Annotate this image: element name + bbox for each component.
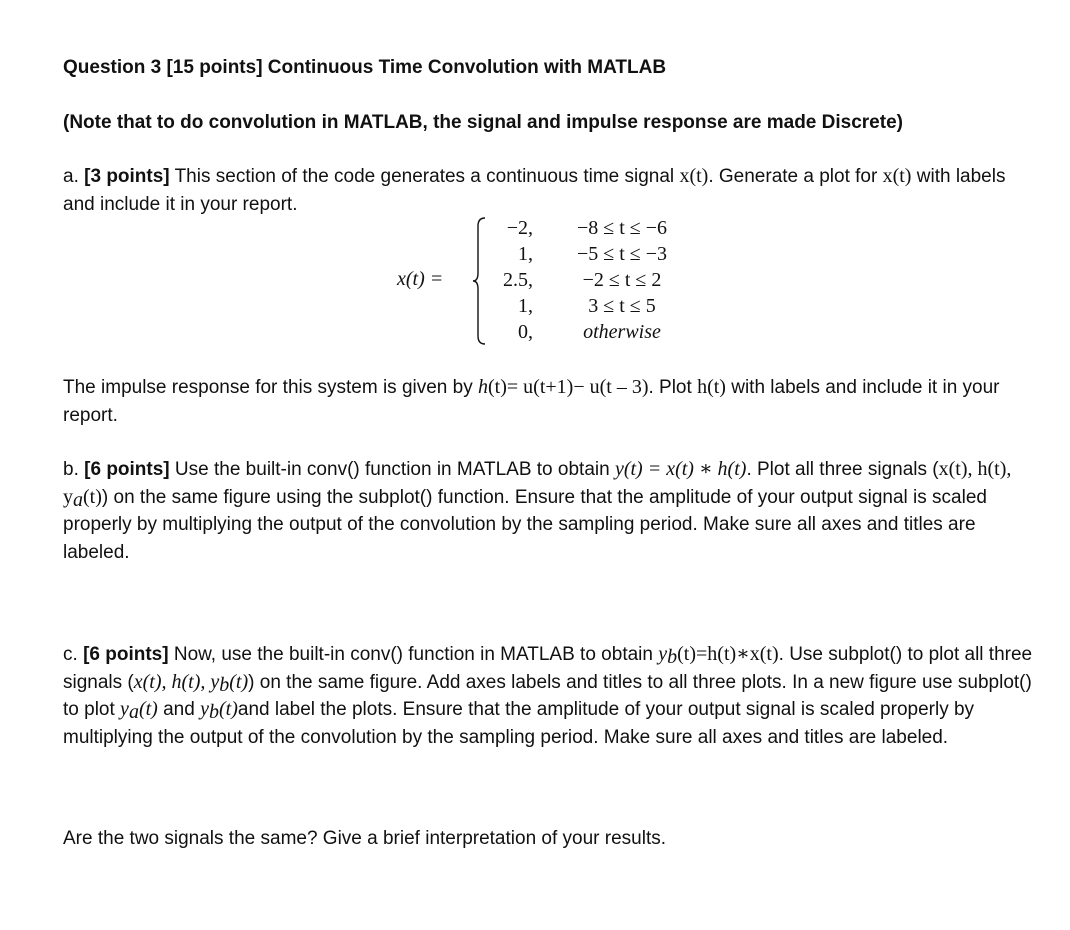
eq-condition: otherwise xyxy=(583,321,661,343)
part-b-points: [6 points] xyxy=(84,459,170,480)
piecewise-equation xyxy=(397,213,727,353)
part-a-paragraph: a. [3 points] This section of the code generates a continuous time signal x(t). Generate a plot for x(t) with labels and include it in your report. xyxy=(63,165,1006,215)
part-b-label: b. xyxy=(63,459,79,480)
part-a-points: [3 points] xyxy=(84,166,170,187)
eq-condition: 3 ≤ t ≤ 5 xyxy=(588,295,656,317)
part-c-label: c. xyxy=(63,644,78,665)
final-question: Are the two signals the same? Give a brief interpretation of your results. xyxy=(63,828,667,849)
equation-lhs: x(t) = xyxy=(397,268,444,290)
part-a-label: a. xyxy=(63,166,79,187)
eq-value: −2, xyxy=(506,217,533,239)
part-c-paragraph: c. [6 points] Now, use the built-in conv() function in MATLAB to obtain $y_b(t)=h(t)∗x(t)$. Use subplot() to plot all three signals (x(t), h(t), $y_b(t)$) on the same figure. Add axes labels and titles to all three plots. In a new figure use subplot() to plot $y_a(t)$ and $y_b(t)and$ label the plots. Ensure that the amplitude of your output signal is scaled properly by multiplying the output of the convolution by the sampling period. Make sure all axes and titles are labeled. xyxy=(63,643,1033,748)
eq-condition: −5 ≤ t ≤ −3 xyxy=(576,243,668,265)
eq-condition: −8 ≤ t ≤ −6 xyxy=(576,217,668,239)
question-note: (Note that to do convolution in MATLAB, the signal and impulse response are made Discrete) xyxy=(63,112,903,133)
eq-value: 1, xyxy=(518,295,533,317)
impulse-response-paragraph: The impulse response for this system is given by h(t)= u(t+1)− u(t – 3). Plot h(t) with labels and include it in your report. xyxy=(63,376,1000,426)
eq-value: 2.5, xyxy=(503,269,533,291)
part-c-points: [6 points] xyxy=(83,644,169,665)
question-title: Question 3 [15 points] Continuous Time Convolution with MATLAB xyxy=(63,57,667,78)
left-brace xyxy=(472,217,486,345)
eq-value: 0, xyxy=(518,321,533,343)
part-b-paragraph: b. [6 points] Use the built-in conv() function in MATLAB to obtain y(t) = x(t) ∗ h(t). Plot all three signals (x(t), h(t), $y_a(t)$) on the same figure using the subplot() function. Ensure that the amplitude of your output signal is scaled properly by multiplying the output of the convolution by the sampling period. Make sure all axes and titles are labeled. xyxy=(63,458,1012,563)
eq-condition: −2 ≤ t ≤ 2 xyxy=(582,269,662,291)
eq-value: 1, xyxy=(518,243,533,265)
